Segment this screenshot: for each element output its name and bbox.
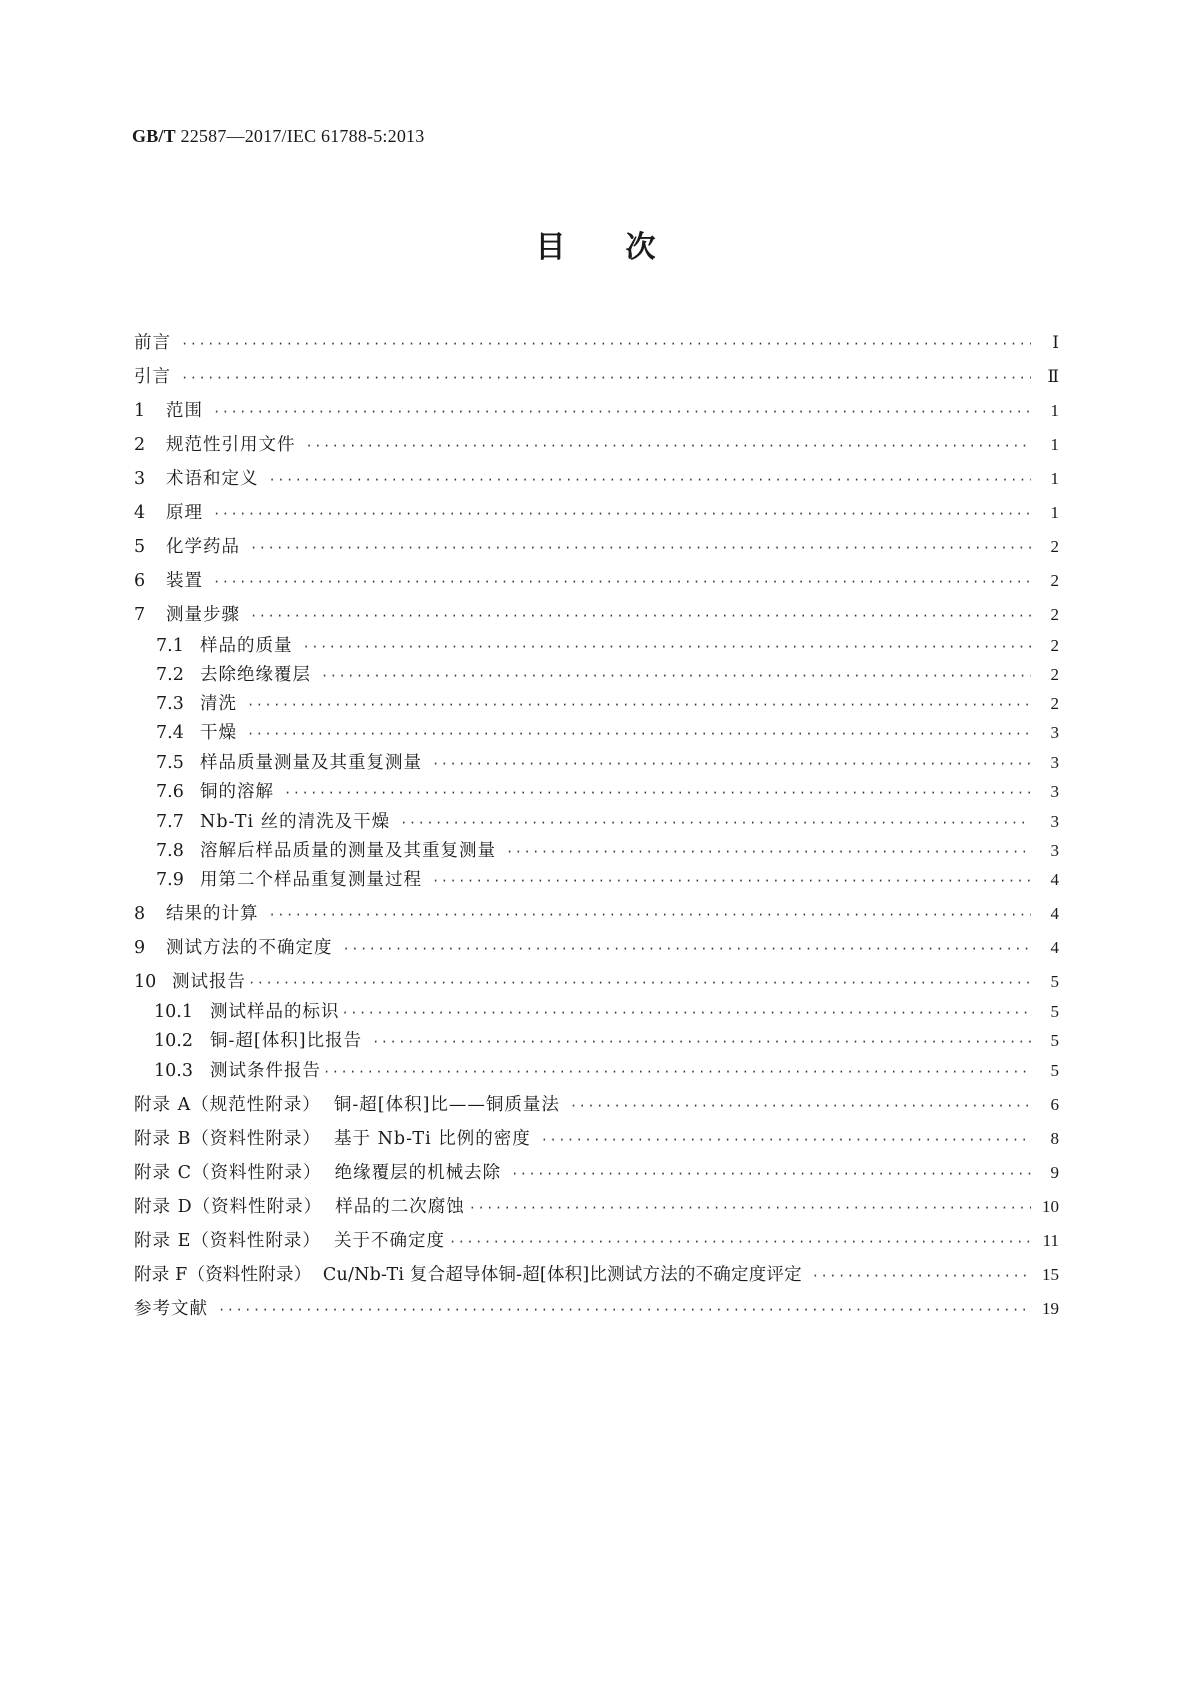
toc-entry-4[interactable]: [134, 498, 1059, 528]
dot-leader: [213, 397, 1031, 427]
dot-leader: [248, 968, 1031, 998]
toc-entry-6[interactable]: [134, 566, 1059, 596]
toc-entry-7-9[interactable]: [156, 865, 1059, 895]
toc-entry-label: 规范性引用文件: [166, 435, 296, 455]
toc-entry-label: 前言: [134, 333, 171, 353]
dot-leader: [570, 1091, 1031, 1121]
toc-entry-5[interactable]: [134, 532, 1059, 562]
toc-entry-10-2[interactable]: [154, 1026, 1059, 1056]
toc-entry-label: 结果的计算: [166, 904, 259, 924]
dot-leader: [269, 900, 1032, 930]
document-code: [132, 126, 424, 147]
toc-entry-page: 4: [1050, 938, 1059, 957]
toc-entry-label: 测试样品的标识: [210, 1002, 340, 1022]
toc-entry-8[interactable]: [134, 899, 1059, 929]
toc-entry-page: 1: [1050, 401, 1059, 420]
dot-leader: [342, 998, 1032, 1028]
toc-entry-label: 术语和定义: [166, 469, 259, 489]
toc-entry-7-3[interactable]: [156, 689, 1059, 719]
toc-entry-page: 3: [1050, 841, 1059, 860]
toc-entry-number: 7.5: [156, 753, 184, 773]
toc-entry-label: 测试条件报告: [210, 1061, 321, 1081]
dot-leader: [303, 632, 1032, 662]
dot-leader: [400, 808, 1031, 838]
toc-entry-number: 10.2: [154, 1031, 193, 1051]
toc-entry-number: 7.4: [156, 723, 184, 743]
toc-entry-label: 去除绝缘覆层: [200, 665, 311, 685]
toc-entry-page: 10: [1042, 1197, 1059, 1216]
dot-leader: [321, 661, 1031, 691]
toc-entry-page: 19: [1042, 1299, 1059, 1318]
toc-entry-page: 9: [1050, 1163, 1059, 1182]
toc-entry-number: 7.8: [156, 841, 184, 861]
dot-leader: [372, 1027, 1031, 1057]
toc-entry-page: Ⅱ: [1047, 367, 1059, 386]
dot-leader: [284, 778, 1031, 808]
toc-entry-label: 样品的质量: [200, 636, 293, 656]
toc-entry-number: 7.6: [156, 782, 184, 802]
dot-leader: [250, 601, 1031, 631]
toc-entry-label: 范围: [166, 401, 203, 421]
toc-entry-number: 6: [134, 571, 146, 591]
toc-entry-page: 3: [1050, 753, 1059, 772]
dot-leader: [812, 1261, 1031, 1291]
toc-entry-label: 参考文献: [134, 1299, 208, 1319]
toc-entry-label: 附录 E（资料性附录） 关于不确定度: [134, 1231, 445, 1251]
toc-entry-annex-d[interactable]: [134, 1192, 1059, 1222]
dot-leader: [213, 567, 1031, 597]
toc-entry-label: 清洗: [200, 694, 237, 714]
page-title: 目次: [535, 230, 716, 265]
dot-leader: [323, 1057, 1031, 1087]
toc-entry-page: 3: [1050, 812, 1059, 831]
toc-entry-page: 4: [1050, 904, 1059, 923]
toc-entry-label: 测量步骤: [166, 605, 240, 625]
toc-entry-annex-f[interactable]: [134, 1260, 1059, 1290]
toc-entry-label: 附录 F（资料性附录） Cu/Nb-Ti 复合超导体铜-超[体积]比测试方法的不确定度评定: [134, 1265, 802, 1285]
toc-entry-annex-c[interactable]: [134, 1158, 1059, 1188]
toc-entry-page: 6: [1050, 1095, 1059, 1114]
toc-entry-number: 7.1: [156, 636, 184, 656]
toc-entry-introduction[interactable]: [134, 362, 1059, 392]
document-code-prefix: GB/T: [132, 126, 176, 146]
toc-entry-number: 9: [134, 938, 146, 958]
dot-leader: [181, 329, 1031, 359]
dot-leader: [432, 866, 1031, 896]
toc-entry-annex-a[interactable]: [134, 1090, 1059, 1120]
dot-leader: [247, 719, 1031, 749]
toc-entry-label: Nb-Ti 丝的清洗及干燥: [200, 812, 391, 832]
toc-entry-7-7[interactable]: [156, 807, 1059, 837]
toc-entry-number: 7: [134, 605, 146, 625]
document-code-number: 22587—2017/IEC 61788-5:2013: [175, 126, 425, 146]
toc-entry-page: 2: [1050, 605, 1059, 624]
toc-entry-number: 10: [134, 972, 157, 992]
toc-entry-label: 测试报告: [172, 972, 246, 992]
toc-entry-number: 4: [134, 503, 146, 523]
toc-entry-9[interactable]: [134, 933, 1059, 963]
toc-entry-page: 1: [1050, 435, 1059, 454]
toc-entry-page: 1: [1050, 469, 1059, 488]
toc-entry-label: 附录 D（资料性附录） 样品的二次腐蚀: [134, 1197, 465, 1217]
toc-entry-label: 干燥: [200, 723, 237, 743]
dot-leader: [250, 533, 1031, 563]
toc-entry-label: 铜-超[体积]比报告: [210, 1031, 363, 1051]
dot-leader: [343, 934, 1032, 964]
toc-entry-page: 15: [1042, 1265, 1059, 1284]
toc-entry-page: 11: [1042, 1231, 1059, 1250]
toc-entry-label: 用第二个样品重复测量过程: [200, 870, 422, 890]
toc-entry-page: 5: [1050, 1031, 1059, 1050]
toc-entry-number: 10.3: [154, 1061, 193, 1081]
toc-entry-page: 8: [1050, 1129, 1059, 1148]
toc-entry-label: 引言: [134, 367, 171, 387]
toc-entry-7-8[interactable]: [156, 836, 1059, 866]
dot-leader: [541, 1125, 1031, 1155]
toc-entry-3[interactable]: [134, 464, 1059, 494]
toc-entry-page: 2: [1050, 537, 1059, 556]
toc-entry-page: 1: [1050, 503, 1059, 522]
dot-leader: [432, 749, 1031, 779]
toc-entry-number: 7.9: [156, 870, 184, 890]
toc-entry-1[interactable]: [134, 396, 1059, 426]
toc-entry-annex-b[interactable]: [134, 1124, 1059, 1154]
toc-entry-annex-e[interactable]: [134, 1226, 1059, 1256]
toc-entry-10-3[interactable]: [154, 1056, 1059, 1086]
toc-entry-label: 附录 B（资料性附录） 基于 Nb-Ti 比例的密度: [134, 1129, 531, 1149]
toc-entry-7-5[interactable]: [156, 748, 1059, 778]
dot-leader: [306, 431, 1032, 461]
toc-entry-page: 2: [1050, 665, 1059, 684]
toc-entry-page: 2: [1050, 694, 1059, 713]
toc-entry-label: 溶解后样品质量的测量及其重复测量: [200, 841, 496, 861]
toc-entry-label: 测试方法的不确定度: [166, 938, 333, 958]
dot-leader: [213, 499, 1031, 529]
toc-entry-number: 3: [134, 469, 146, 489]
toc-entry-page: 3: [1050, 782, 1059, 801]
toc-entry-foreword[interactable]: [134, 328, 1059, 358]
toc-entry-page: 5: [1050, 1061, 1059, 1080]
toc-entry-number: 10.1: [154, 1002, 193, 1022]
toc-entry-number: 1: [134, 401, 146, 421]
dot-leader: [247, 690, 1031, 720]
toc-entry-10[interactable]: [134, 967, 1059, 997]
toc-entry-label: 附录 C（资料性附录） 绝缘覆层的机械去除: [134, 1163, 502, 1183]
dot-leader: [511, 1159, 1031, 1189]
toc-entry-page: 4: [1050, 870, 1059, 889]
toc-entry-page: 3: [1050, 723, 1059, 742]
toc-entry-page: 5: [1050, 1002, 1059, 1021]
dot-leader: [449, 1227, 1031, 1257]
toc-entry-number: 7.2: [156, 665, 184, 685]
toc-entry-page: Ⅰ: [1052, 333, 1059, 352]
dot-leader: [269, 465, 1032, 495]
toc-entry-label: 装置: [166, 571, 203, 591]
toc-entry-references[interactable]: [134, 1294, 1059, 1324]
toc-entry-page: 2: [1050, 636, 1059, 655]
toc-entry-number: 7.3: [156, 694, 184, 714]
toc-entry-number: 5: [134, 537, 146, 557]
toc-entry-10-1[interactable]: [154, 997, 1059, 1027]
toc-entry-7-2[interactable]: [156, 660, 1059, 690]
toc-entry-label: 铜的溶解: [200, 782, 274, 802]
toc-entry-number: 7.7: [156, 812, 184, 832]
toc-entry-label: 化学药品: [166, 537, 240, 557]
dot-leader: [506, 837, 1031, 867]
toc-entry-number: 2: [134, 435, 146, 455]
toc-entry-page: 5: [1050, 972, 1059, 991]
toc-entry-page: 2: [1050, 571, 1059, 590]
toc-entry-7-4[interactable]: [156, 718, 1059, 748]
toc-entry-7-1[interactable]: [156, 631, 1059, 661]
dot-leader: [218, 1295, 1031, 1325]
toc-entry-2[interactable]: [134, 430, 1059, 460]
toc-entry-label: 附录 A（规范性附录） 铜-超[体积]比——铜质量法: [134, 1095, 560, 1115]
toc-entry-7-6[interactable]: [156, 777, 1059, 807]
toc-entry-7[interactable]: [134, 600, 1059, 630]
toc-entry-label: 样品质量测量及其重复测量: [200, 753, 422, 773]
toc-entry-number: 8: [134, 904, 146, 924]
dot-leader: [469, 1193, 1031, 1223]
dot-leader: [181, 363, 1031, 393]
toc-entry-label: 原理: [166, 503, 203, 523]
